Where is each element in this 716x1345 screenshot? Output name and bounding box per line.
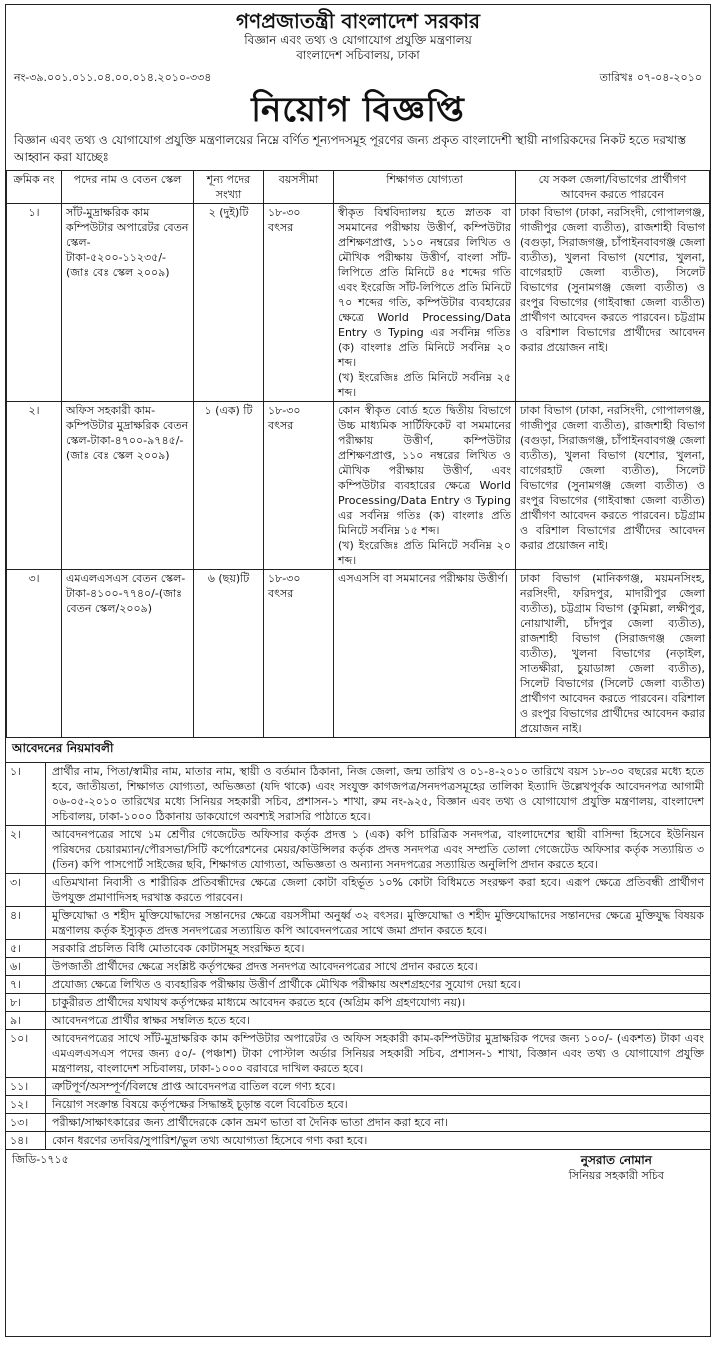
rule-text: এতিমখানা নিবাসী ও শারীরিক প্রতিবন্ধীদের ক্ষেত্রে জেলা কোটা বহির্ভূত ১০% কোটা বিধিমতে সংরক্ষণ করা হবে। এরূপ ক্ষেত্রে প্রতিবন্ধী প্রার্থীগণ উপযুক্ত প্রমাণাদিসহ দরখাস্ত করতে পারবেন। bbox=[52, 876, 704, 904]
rule-item bbox=[6, 826, 710, 874]
notice-title: নিয়োগ বিজ্ঞপ্তি bbox=[251, 90, 465, 130]
memo-number: নং-৩৯.০০১.০১১.০৪.০০.০১৪.২০১০-৩৩৪ bbox=[14, 71, 212, 84]
row-vacancy: ১ (এক) টি bbox=[194, 402, 264, 570]
rule-number: ২। bbox=[6, 826, 46, 873]
rule-number: ৩। bbox=[6, 874, 46, 906]
rule-text: আবেদনপত্রে প্রার্থীর স্বাক্ষর সম্বলিত হতে হবে। bbox=[52, 1014, 250, 1027]
signatory-name: নুসরাত নোমান bbox=[580, 1153, 652, 1167]
table-header-row bbox=[7, 171, 710, 204]
signatory-title: সিনিয়র সহকারী সচিব bbox=[568, 1169, 664, 1182]
rule-item bbox=[6, 994, 710, 1012]
row-eligibility: ঢাকা বিভাগ (ঢাকা, নরসিংদী, গোপালগঞ্জ, গাজীপুর জেলা ব্যতীত), রাজশাহী বিভাগ (বগুড়া, সিরাজগঞ্জ, চাঁপাইনবাবগঞ্জ জেলা ব্যতীত), খুলনা বিভাগ (যশোর, খুলনা, বাগেরহাট জেলা ব্যতীত), সিলেট বিভাগের (সুনামগঞ্জ জেলা ব্যতীত) ও রংপুর বিভাগের (গাইবান্ধা জেলা ব্যতীত) প্রার্থীগণ আবেদন করতে পারবেন। চট্টগ্রাম ও বরিশাল বিভাগের প্রার্থীদের আবেদন করার প্রয়োজন নাই। bbox=[516, 402, 710, 570]
secretariat-name: বাংলাদেশ সচিবালয়, ঢাকা bbox=[296, 48, 420, 62]
government-name: গণপ্রজাতন্ত্রী বাংলাদেশ সরকার bbox=[236, 9, 480, 33]
rule-item bbox=[6, 958, 710, 976]
rule-item bbox=[6, 1132, 710, 1150]
table-row bbox=[7, 204, 710, 402]
row-qualification bbox=[334, 204, 516, 402]
rule-text: ত্রুটিপূর্ণ/অসম্পূর্ণ/বিলম্বে প্রাপ্ত আবেদনপত্র বাতিল বলে গণ্য হবে। bbox=[52, 1080, 336, 1093]
rule-number: ৬। bbox=[6, 958, 46, 975]
rule-number: ১৩। bbox=[6, 1114, 46, 1131]
rule-number: ৭। bbox=[6, 976, 46, 993]
rule-item bbox=[6, 1012, 710, 1030]
col-serial: ক্রমিক নং bbox=[7, 171, 62, 204]
rule-item bbox=[6, 1030, 710, 1078]
col-age: বয়সসীমা bbox=[264, 171, 334, 204]
row-serial: ২। bbox=[7, 402, 62, 570]
col-qualification: শিক্ষাগত যোগ্যতা bbox=[334, 171, 516, 204]
rule-text: আবেদনপত্রের সাথে সাঁট-মুদ্রাক্ষরিক কাম কম্পিউটার অপারেটর ও অফিস সহকারী কাম-কম্পিউটার মুদ্রাক্ষরিক পদের জন্য ১০০/- (একশত) টাকা এবং এমএলএসএস পদের জন্য ৫০/- (পঞ্চাশ) টাকা পোস্টাল অর্ডার সিনিয়র সহকারী সচিব, প্রশাসন-১ শাখা, বিজ্ঞান এবং তথ্য ও যোগাযোগ প্রযুক্তি মন্ত্রণালয়, বাংলাদেশ সচিবালয়, ঢাকা-১০০০ বরাবরে দাখিল করতে হবে। bbox=[52, 1032, 704, 1075]
header bbox=[6, 9, 710, 63]
table-row bbox=[7, 570, 710, 738]
rule-item bbox=[6, 874, 710, 907]
table-row bbox=[7, 402, 710, 570]
reference-row bbox=[6, 63, 710, 88]
rule-item bbox=[6, 763, 710, 826]
row-post: সাঁট-মুদ্রাক্ষরিক কাম কম্পিউটার অপারেটর বেতন স্কেল-টাকা-৫২০০-১১২৩৫/- (জাঃ বেঃ স্কেল ২০০৯) bbox=[62, 204, 194, 402]
rule-text: পরীক্ষা/সাক্ষাৎকারের জন্য প্রার্থীদেরকে কোন ভ্রমণ ভাতা বা দৈনিক ভাতা প্রদান করা হবে না। bbox=[52, 1116, 448, 1129]
col-eligibility: যে সকল জেলা/বিভাগের প্রার্থীগণ আবেদন করতে পারবেন bbox=[516, 171, 710, 204]
rule-text: প্রার্থীর নাম, পিতা/স্বামীর নাম, মাতার নাম, স্থায়ী ও বর্তমান ঠিকানা, নিজ জেলা, জন্ম তারিখ ও ০১-৪-২০১০ তারিখে বয়স ১৮-৩০ বছরের মধ্যে হতে হবে, জাতীয়তা, শিক্ষাগত যোগ্যতা, অভিজ্ঞতা (যদি থাকে) এবং সংযুক্ত কাগজপত্র/সনদপত্রসমূহের তালিকা ইত্যাদি উল্লেখপূর্বক আবেদনপত্র আগামী ০৬-০৫-২০১০ তারিখের মধ্যে সিনিয়র সহকারী সচিব, প্রশাসন-১ শাখা, রুম নং-৯২৫, বিজ্ঞান এবং তথ্য ও যোগাযোগ প্রযুক্তি মন্ত্রণালয়, বাংলাদেশ সচিবালয়, ঢাকা-১০০০ ঠিকানায় ডাকযোগে অবশ্যই সরাসরি পাঠাতে হবে। bbox=[52, 765, 704, 823]
qualification-english-speed: (খ) ইংরেজিঃ প্রতি মিনিটে সর্বনিম্ন ২০ শব্দ। bbox=[338, 539, 511, 567]
row-post: অফিস সহকারী কাম-কম্পিউটার মুদ্রাক্ষরিক বেতন স্কেল-টাকা-৪৭০০-৯৭৪৫/- (জাঃ বেঃ স্কেল ২০০৯) bbox=[62, 402, 194, 570]
row-eligibility: ঢাকা বিভাগ (ঢাকা, নরসিংদী, গোপালগঞ্জ, গাজীপুর জেলা ব্যতীত), রাজশাহী বিভাগ (বগুড়া, সিরাজগঞ্জ, চাঁপাইনবাবগঞ্জ জেলা ব্যতীত), খুলনা বিভাগ (যশোর, খুলনা, বাগেরহাট জেলা ব্যতীত), সিলেট বিভাগের (সুনামগঞ্জ জেলা ব্যতীত) ও রংপুর বিভাগের (গাইবান্ধা জেলা ব্যতীত) প্রার্থীগণ আবেদন করতে পারবেন। চট্টগ্রাম ও বরিশাল বিভাগের প্রার্থীদের আবেদন করার প্রয়োজন নাই। bbox=[516, 204, 710, 402]
ministry-name: বিজ্ঞান এবং তথ্য ও যোগাযোগ প্রযুক্তি মন্ত্রণালয় bbox=[244, 33, 472, 47]
rule-item bbox=[6, 940, 710, 958]
row-serial: ১। bbox=[7, 204, 62, 402]
rule-number: ১০। bbox=[6, 1030, 46, 1077]
rule-text: আবেদনপত্রের সাথে ১ম শ্রেণীর গেজেটেড অফিসার কর্তৃক প্রদত্ত ১ (এক) কপি চারিত্রিক সনদপত্র, বাংলাদেশের স্থায়ী বাসিন্দা হিসেবে ইউনিয়ন পরিষদের চেয়ারম্যান/পৌরসভা/সিটি কর্পোরেশনের মেয়র/কাউন্সিলর কর্তৃক প্রদত্ত সনদপত্র এবং সম্প্রতি তোলা গেজেটেড অফিসার কর্তৃক সত্যায়িত ৩ (তিন) কপি পাসপোর্ট সাইজের ছবি, শিক্ষাগত যোগ্যতা, অভিজ্ঞতা ও অন্যান্য সনদপত্রের সত্যায়িত অনুলিপি প্রদান করতে হবে। bbox=[52, 828, 704, 871]
row-qualification: এসএসসি বা সমমানের পরীক্ষায় উত্তীর্ণ। bbox=[334, 570, 516, 738]
rule-item bbox=[6, 1114, 710, 1132]
qualification-text: স্বীকৃত বিশ্ববিদ্যালয় হতে স্নাতক বা সমমানের পরীক্ষায় উত্তীর্ণ, কম্পিউটার প্রশিক্ষণপ্রাপ্ত, ১১০ নম্বরের লিখিত ও মৌখিক পরীক্ষায় উত্তীর্ণ, বাংলা সাঁট-লিপিতে প্রতি মিনিটে ৪৫ শব্দের গতি এবং ইংরেজি সাঁট-লিপিতে প্রতি মিনিটে ৭০ শব্দের গতি, কম্পিউটার ব্যবহারের ক্ষেত্রে World Processing/Data Entry ও Typing এর সর্বনিম্ন গতিঃ (ক) বাংলাঃ প্রতি মিনিটে সর্বনিম্ন ২০ শব্দ। bbox=[338, 206, 511, 369]
rule-text: সরকারি প্রচলিত বিধি মোতাবেক কোটাসমূহ সংরক্ষিত হবে। bbox=[52, 942, 305, 955]
rule-number: ১। bbox=[6, 763, 46, 825]
row-age: ১৮-৩০ বৎসর bbox=[264, 204, 334, 402]
rule-text: চাকুরীরত প্রার্থীদের যথাযথ কর্তৃপক্ষের মাধ্যমে আবেদন করতে হবে (অগ্রিম কপি গ্রহণযোগ্য নয়)। bbox=[52, 996, 466, 1009]
row-eligibility: ঢাকা বিভাগ (মানিকগঞ্জ, ময়মনসিংহ, নরসিংদী, ফরিদপুর, মাদারীপুর জেলা ব্যতীত), চট্টগ্রাম বিভাগ (কুমিল্লা, লক্ষীপুর, নোয়াখালী, চাঁদপুর জেলা ব্যতীত), রাজশাহী বিভাগ (সিরাজগঞ্জ জেলা ব্যতীত), খুলনা বিভাগের (নড়াইল, সাতক্ষীরা, চুয়াডাঙ্গা জেলা ব্যতীত), সিলেট বিভাগের (সিলেট জেলা ব্যতীত) প্রার্থীগণ আবেদন করতে পারবেন। বরিশাল ও রংপুর বিভাগের প্রার্থীদের আবেদন করার প্রয়োজন নাই। bbox=[516, 570, 710, 738]
rule-number: ৮। bbox=[6, 994, 46, 1011]
rule-number: ১২। bbox=[6, 1096, 46, 1113]
notice-date: তারিখঃ ০৭-০৪-২০১০ bbox=[599, 71, 702, 84]
rule-item bbox=[6, 1096, 710, 1114]
signature-block bbox=[569, 1152, 664, 1184]
row-serial: ৩। bbox=[7, 570, 62, 738]
row-age: ১৮-৩০ বৎসর bbox=[264, 570, 334, 738]
qualification-text: কোন স্বীকৃত বোর্ড হতে দ্বিতীয় বিভাগে উচ্চ মাধ্যমিক সার্টিফিকেট বা সমমানের পরীক্ষায় উত্তীর্ণ, কম্পিউটার প্রশিক্ষণপ্রাপ্ত, ১১০ নম্বরের লিখিত ও মৌখিক পরীক্ষায় উত্তীর্ণ, এবং কম্পিউটার ব্যবহারের ক্ষেত্রে World Processing/Data Entry ও Typing এর সর্বনিম্ন গতিঃ (ক) বাংলাঃ প্রতি মিনিটে সর্বনিম্ন ১৫ শব্দ। bbox=[338, 404, 511, 537]
col-post: পদের নাম ও বেতন স্কেল bbox=[62, 171, 194, 204]
rule-text: কোন ধরণের তদবির/সুপারিশ/ভুল তথ্য অযোগ্যতা হিসেবে গণ্য করা হবে। bbox=[52, 1134, 368, 1147]
rule-number: ১১। bbox=[6, 1078, 46, 1095]
rule-item bbox=[6, 1078, 710, 1096]
col-vacancy: শূন্য পদের সংখ্যা bbox=[194, 171, 264, 204]
vacancy-table bbox=[6, 170, 710, 738]
rule-number: ১৪। bbox=[6, 1132, 46, 1149]
rule-text: উপজাতী প্রার্থীদের ক্ষেত্রে সংশ্লিষ্ট কর্তৃপক্ষের প্রদত্ত সনদপত্র আবেদনপত্রের সাথে প্রদান করতে হবে। bbox=[52, 960, 478, 973]
row-vacancy: ২ (দুই)টি bbox=[194, 204, 264, 402]
rule-number: ৪। bbox=[6, 907, 46, 939]
rules-list bbox=[6, 763, 710, 1150]
rule-text: প্রযোজ্য ক্ষেত্রে লিখিত ও ব্যবহারিক পরীক্ষায় উত্তীর্ণ প্রার্থীকে মৌখিক পরীক্ষায় অংশগ্রহণের সুযোগ দেয়া হবে। bbox=[52, 978, 521, 991]
row-vacancy: ৬ (ছয়)টি bbox=[194, 570, 264, 738]
row-age: ১৮-৩০ বৎসর bbox=[264, 402, 334, 570]
intro-text: বিজ্ঞান এবং তথ্য ও যোগাযোগ প্রযুক্তি মন্ত্রণালয়ের নিম্নে বর্ণিত শূন্যপদসমূহ পূরণের জন্য প্রকৃত বাংলাদেশী স্থায়ী নাগরিকদের নিকট হতে দরখাস্ত আহ্বান করা যাচ্ছেঃ bbox=[14, 133, 686, 164]
rule-number: ৯। bbox=[6, 1012, 46, 1029]
rule-text: নিয়োগ সংক্রান্ত বিষয়ে কর্তৃপক্ষের সিদ্ধান্তই চূড়ান্ত বলে বিবেচিত হবে। bbox=[52, 1098, 348, 1111]
rules-title: আবেদনের নিয়মাবলী bbox=[6, 738, 710, 763]
row-post: এমএলএসএস বেতন স্কেল-টাকা-৪১০০-৭৭৪০/-(জাঃ বেতন স্কেল/২০০৯) bbox=[62, 570, 194, 738]
notice-page bbox=[5, 4, 711, 1337]
rule-text: মুক্তিযোদ্ধা ও শহীদ মুক্তিযোদ্ধাদের সন্তানদের ক্ষেত্রে বয়সসীমা অনুর্ধ্ব ৩২ বৎসর। মুক্তিযোদ্ধা ও শহীদ মুক্তিযোদ্ধাদের সন্তানদের ক্ষেত্রে মুক্তিযুদ্ধ বিষয়ক মন্ত্রণালয় কর্তৃক ইস্যুকৃত প্রদত্ত সনদপত্রের সত্যায়িত কপি আবেদনপত্রের সাথে জমা প্রদান করতে হবে। bbox=[52, 909, 704, 937]
footer bbox=[6, 1150, 710, 1186]
rule-number: ৫। bbox=[6, 940, 46, 957]
row-qualification bbox=[334, 402, 516, 570]
qualification-english-speed: (খ) ইংরেজিঃ প্রতি মিনিটে সর্বনিম্ন ২৫ শব্দ। bbox=[338, 371, 511, 399]
gd-code: জিডি-১৭১৫ bbox=[12, 1153, 69, 1166]
rule-item bbox=[6, 976, 710, 994]
rule-item bbox=[6, 907, 710, 940]
